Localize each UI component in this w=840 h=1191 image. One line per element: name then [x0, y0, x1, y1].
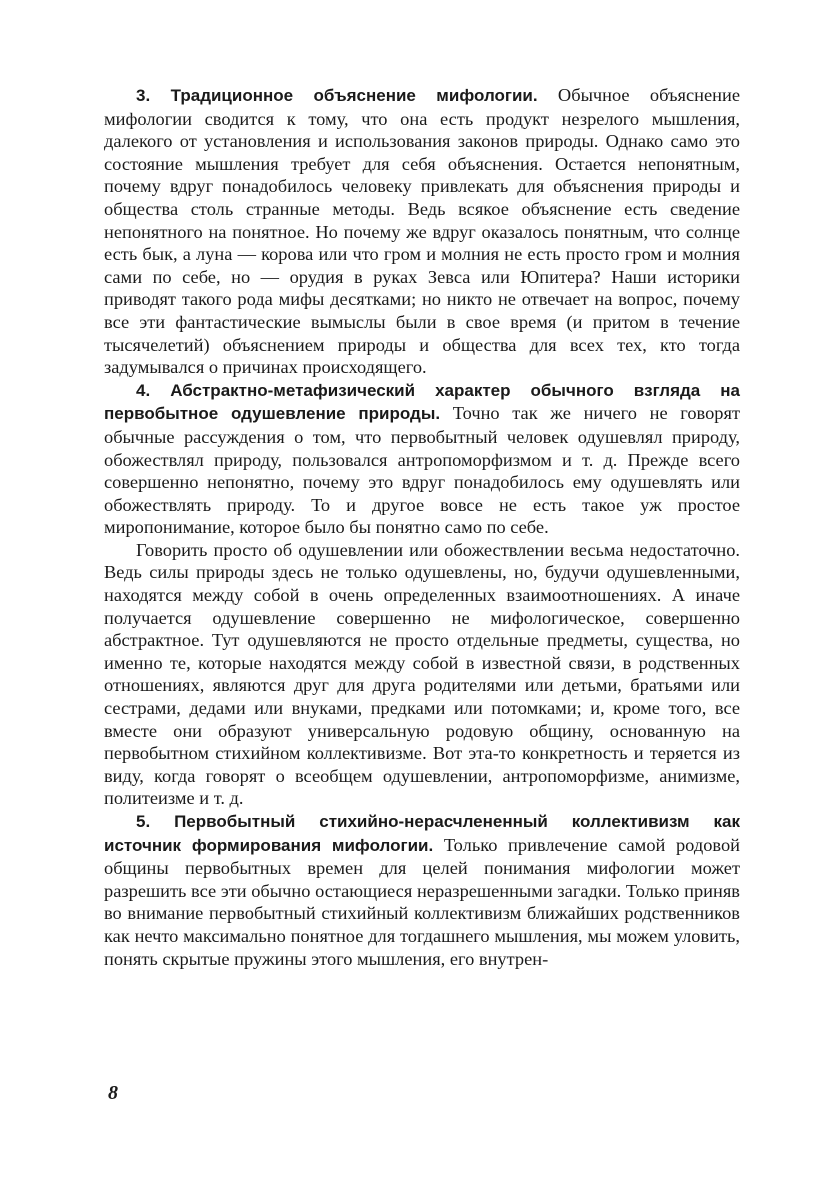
paragraph-heading: 4. Абстрактно-метафизический характер обычного взгляда на первобытное одушевление природы.: [104, 380, 740, 424]
page-body: [104, 84, 740, 970]
paragraph-4: [104, 379, 740, 539]
paragraph-text: Точно так же ничего не говорят обычные рассуждения о том, что первобытный человек одушевлял природу, обожествлял природу, пользовался антропоморфизмом и т. д. Прежде всего совершенно непонятно, почему это вдруг понадобилось ему одушевлять или обожествлять природу. То и другое вовсе не есть такое уж простое миропонимание, которое было бы понятно само по себе.: [104, 403, 740, 538]
paragraph-heading: 5. Первобытный стихийно-нерасчлененный коллективизм как источник формирования мифологии.: [104, 812, 740, 855]
paragraph-3: [104, 84, 740, 379]
paragraph-4-continued: [104, 539, 740, 810]
paragraph-text: Обычное объяснение мифологии сводится к тому, что она есть продукт незрелого мышления, далекого от установления и использования законов природы. Однако само это состояние мышления требует для себя объяснения. Остается непонятным, почему вдруг понадобилось человеку привлекать для объяснения природы и общества столь странные методы. Ведь всякое объяснение есть сведение непонятного на понятное. Но почему же вдруг оказалось понятным, что солнце есть бык, а луна — корова или что гром и молния не есть просто гром и молния сами по себе, но — орудия в руках Зевса или Юпитера? Наши историки приводят такого рода мифы десятками; но никто не отвечает на вопрос, почему все эти фантастические вымыслы были в свое время (и притом в течение тысячелетий) объяснением природы и общества для всех тех, кто тогда задумывался о причинах происходящего.: [104, 85, 740, 378]
paragraph-heading: 3. Традиционное объяснение мифологии.: [136, 86, 538, 105]
page-number: 8: [108, 1082, 118, 1104]
paragraph-5: [104, 810, 740, 970]
paragraph-text: Только привлечение самой родовой общины первобытных времен для целей понимания мифологии может разрешить все эти обычно остающиеся неразрешенными загадки. Только приняв во внимание первобытный стихийный коллективизм ближайших родственников как нечто максимально понятное для тогдашнего мышления, мы можем уловить, понять скрытые пружины этого мышления, его внутрен-: [104, 834, 740, 969]
paragraph-text: Говорить просто об одушевлении или обожествлении весьма недостаточно. Ведь силы природы здесь не только одушевлены, но, будучи одушевленными, находятся между собой в очень определенных взаимоотношениях. А иначе получается одушевление совершенно не мифологическое, совершенно абстрактное. Тут одушевляются не просто отдельные предметы, существа, но именно те, которые находятся между собой в известной связи, в родственных отношениях, являются друг для друга родителями или детьми, братьями или сестрами, дедами или внуками, предками или потомками; и, кроме того, все вместе они образуют универсальную родовую общину, основанную на первобытном стихийном коллективизме. Вот эта-то конкретность и теряется из виду, когда говорят о всеобщем одушевлении, антропоморфизме, анимизме, политеизме и т. д.: [104, 539, 740, 809]
